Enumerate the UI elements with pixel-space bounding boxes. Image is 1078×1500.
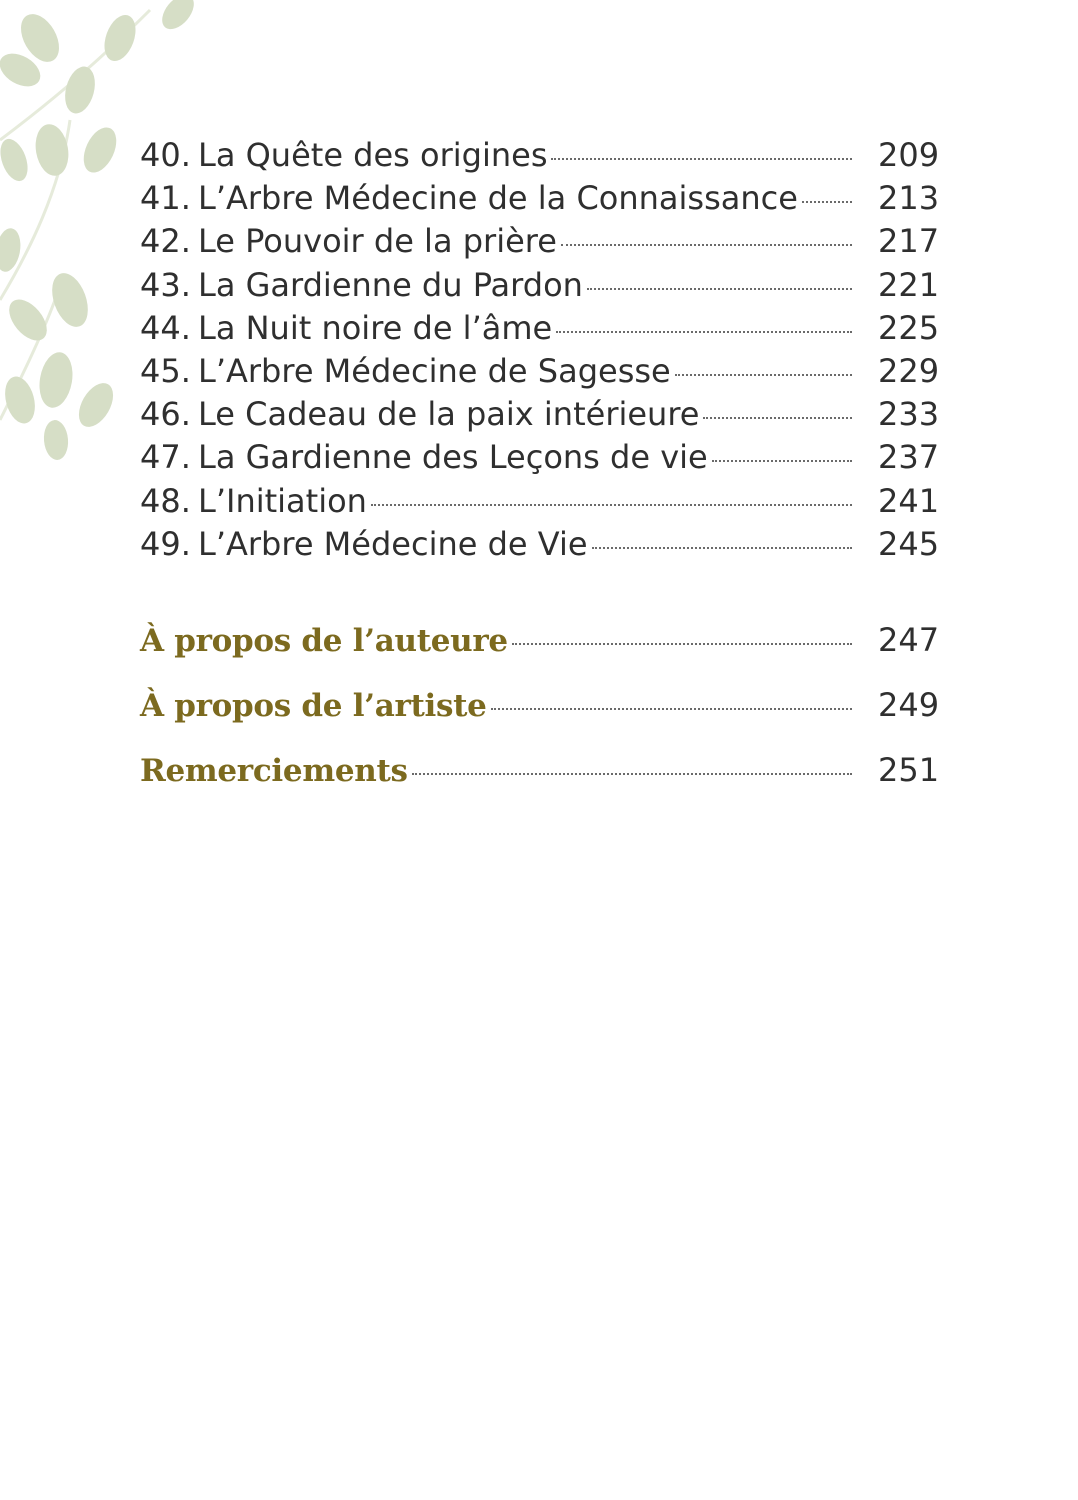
toc-entry[interactable] xyxy=(140,393,940,436)
toc-entry[interactable] xyxy=(140,134,940,177)
back-matter-list xyxy=(140,608,940,803)
chapter-title: Le Pouvoir de la prière xyxy=(198,222,557,261)
dot-leader xyxy=(587,288,852,290)
chapter-title: La Gardienne du Pardon xyxy=(198,265,583,304)
toc-entry[interactable] xyxy=(140,264,940,307)
chapter-title: Le Cadeau de la paix intérieure xyxy=(198,395,700,434)
chapter-number: 40. xyxy=(140,136,191,174)
section-title: À propos de l’auteure xyxy=(140,622,508,659)
toc-entry-acknowledgements[interactable] xyxy=(140,738,940,803)
dot-leader xyxy=(802,201,852,203)
chapter-title: L’Arbre Médecine de Vie xyxy=(198,524,588,563)
page-number: 237 xyxy=(878,438,940,477)
dot-leader xyxy=(491,708,852,710)
page-number: 251 xyxy=(878,750,940,789)
toc-entry-about-artist[interactable] xyxy=(140,673,940,738)
chapter-list xyxy=(140,134,940,566)
page-number: 217 xyxy=(878,222,940,261)
page-number: 249 xyxy=(878,685,940,724)
toc-entry[interactable] xyxy=(140,220,940,263)
chapter-number: 43. xyxy=(140,265,191,304)
dot-leader xyxy=(712,460,852,462)
dot-leader xyxy=(675,374,852,376)
chapter-number: 44. xyxy=(140,308,191,347)
dot-leader xyxy=(512,643,852,645)
chapter-number: 47. xyxy=(140,438,191,477)
page-number: 225 xyxy=(878,308,940,347)
page-number: 209 xyxy=(878,136,940,174)
page-number: 233 xyxy=(878,395,940,434)
page-number: 229 xyxy=(878,351,940,390)
dot-leader xyxy=(412,773,852,775)
chapter-number: 45. xyxy=(140,351,191,390)
page-number: 241 xyxy=(878,481,940,520)
toc-entry-about-author[interactable] xyxy=(140,608,940,673)
chapter-number: 46. xyxy=(140,395,191,434)
page-number: 247 xyxy=(878,620,940,659)
dot-leader xyxy=(703,417,852,419)
page-number: 245 xyxy=(878,524,940,563)
chapter-number: 42. xyxy=(140,222,191,261)
toc-entry[interactable] xyxy=(140,177,940,220)
section-title: À propos de l’artiste xyxy=(140,687,487,724)
page-number: 221 xyxy=(878,265,940,304)
chapter-title: La Nuit noire de l’âme xyxy=(198,308,553,347)
table-of-contents xyxy=(140,134,940,803)
dot-leader xyxy=(551,158,852,160)
toc-entry[interactable] xyxy=(140,480,940,523)
toc-entry[interactable] xyxy=(140,307,940,350)
toc-entry[interactable] xyxy=(140,523,940,566)
dot-leader xyxy=(556,331,852,333)
dot-leader xyxy=(561,244,852,246)
section-title: Remerciements xyxy=(140,752,408,789)
chapter-number: 41. xyxy=(140,179,191,218)
chapter-title: L’Arbre Médecine de la Connaissance xyxy=(198,179,798,218)
toc-entry[interactable] xyxy=(140,436,940,479)
toc-entry[interactable] xyxy=(140,350,940,393)
chapter-title: La Quête des origines xyxy=(198,136,548,174)
chapter-number: 48. xyxy=(140,481,191,520)
chapter-title: La Gardienne des Leçons de vie xyxy=(198,438,708,477)
chapter-title: L’Arbre Médecine de Sagesse xyxy=(198,351,671,390)
chapter-number: 49. xyxy=(140,524,191,563)
dot-leader xyxy=(371,504,852,506)
chapter-title: L’Initiation xyxy=(198,481,367,520)
page-number: 213 xyxy=(878,179,940,218)
dot-leader xyxy=(592,547,852,549)
